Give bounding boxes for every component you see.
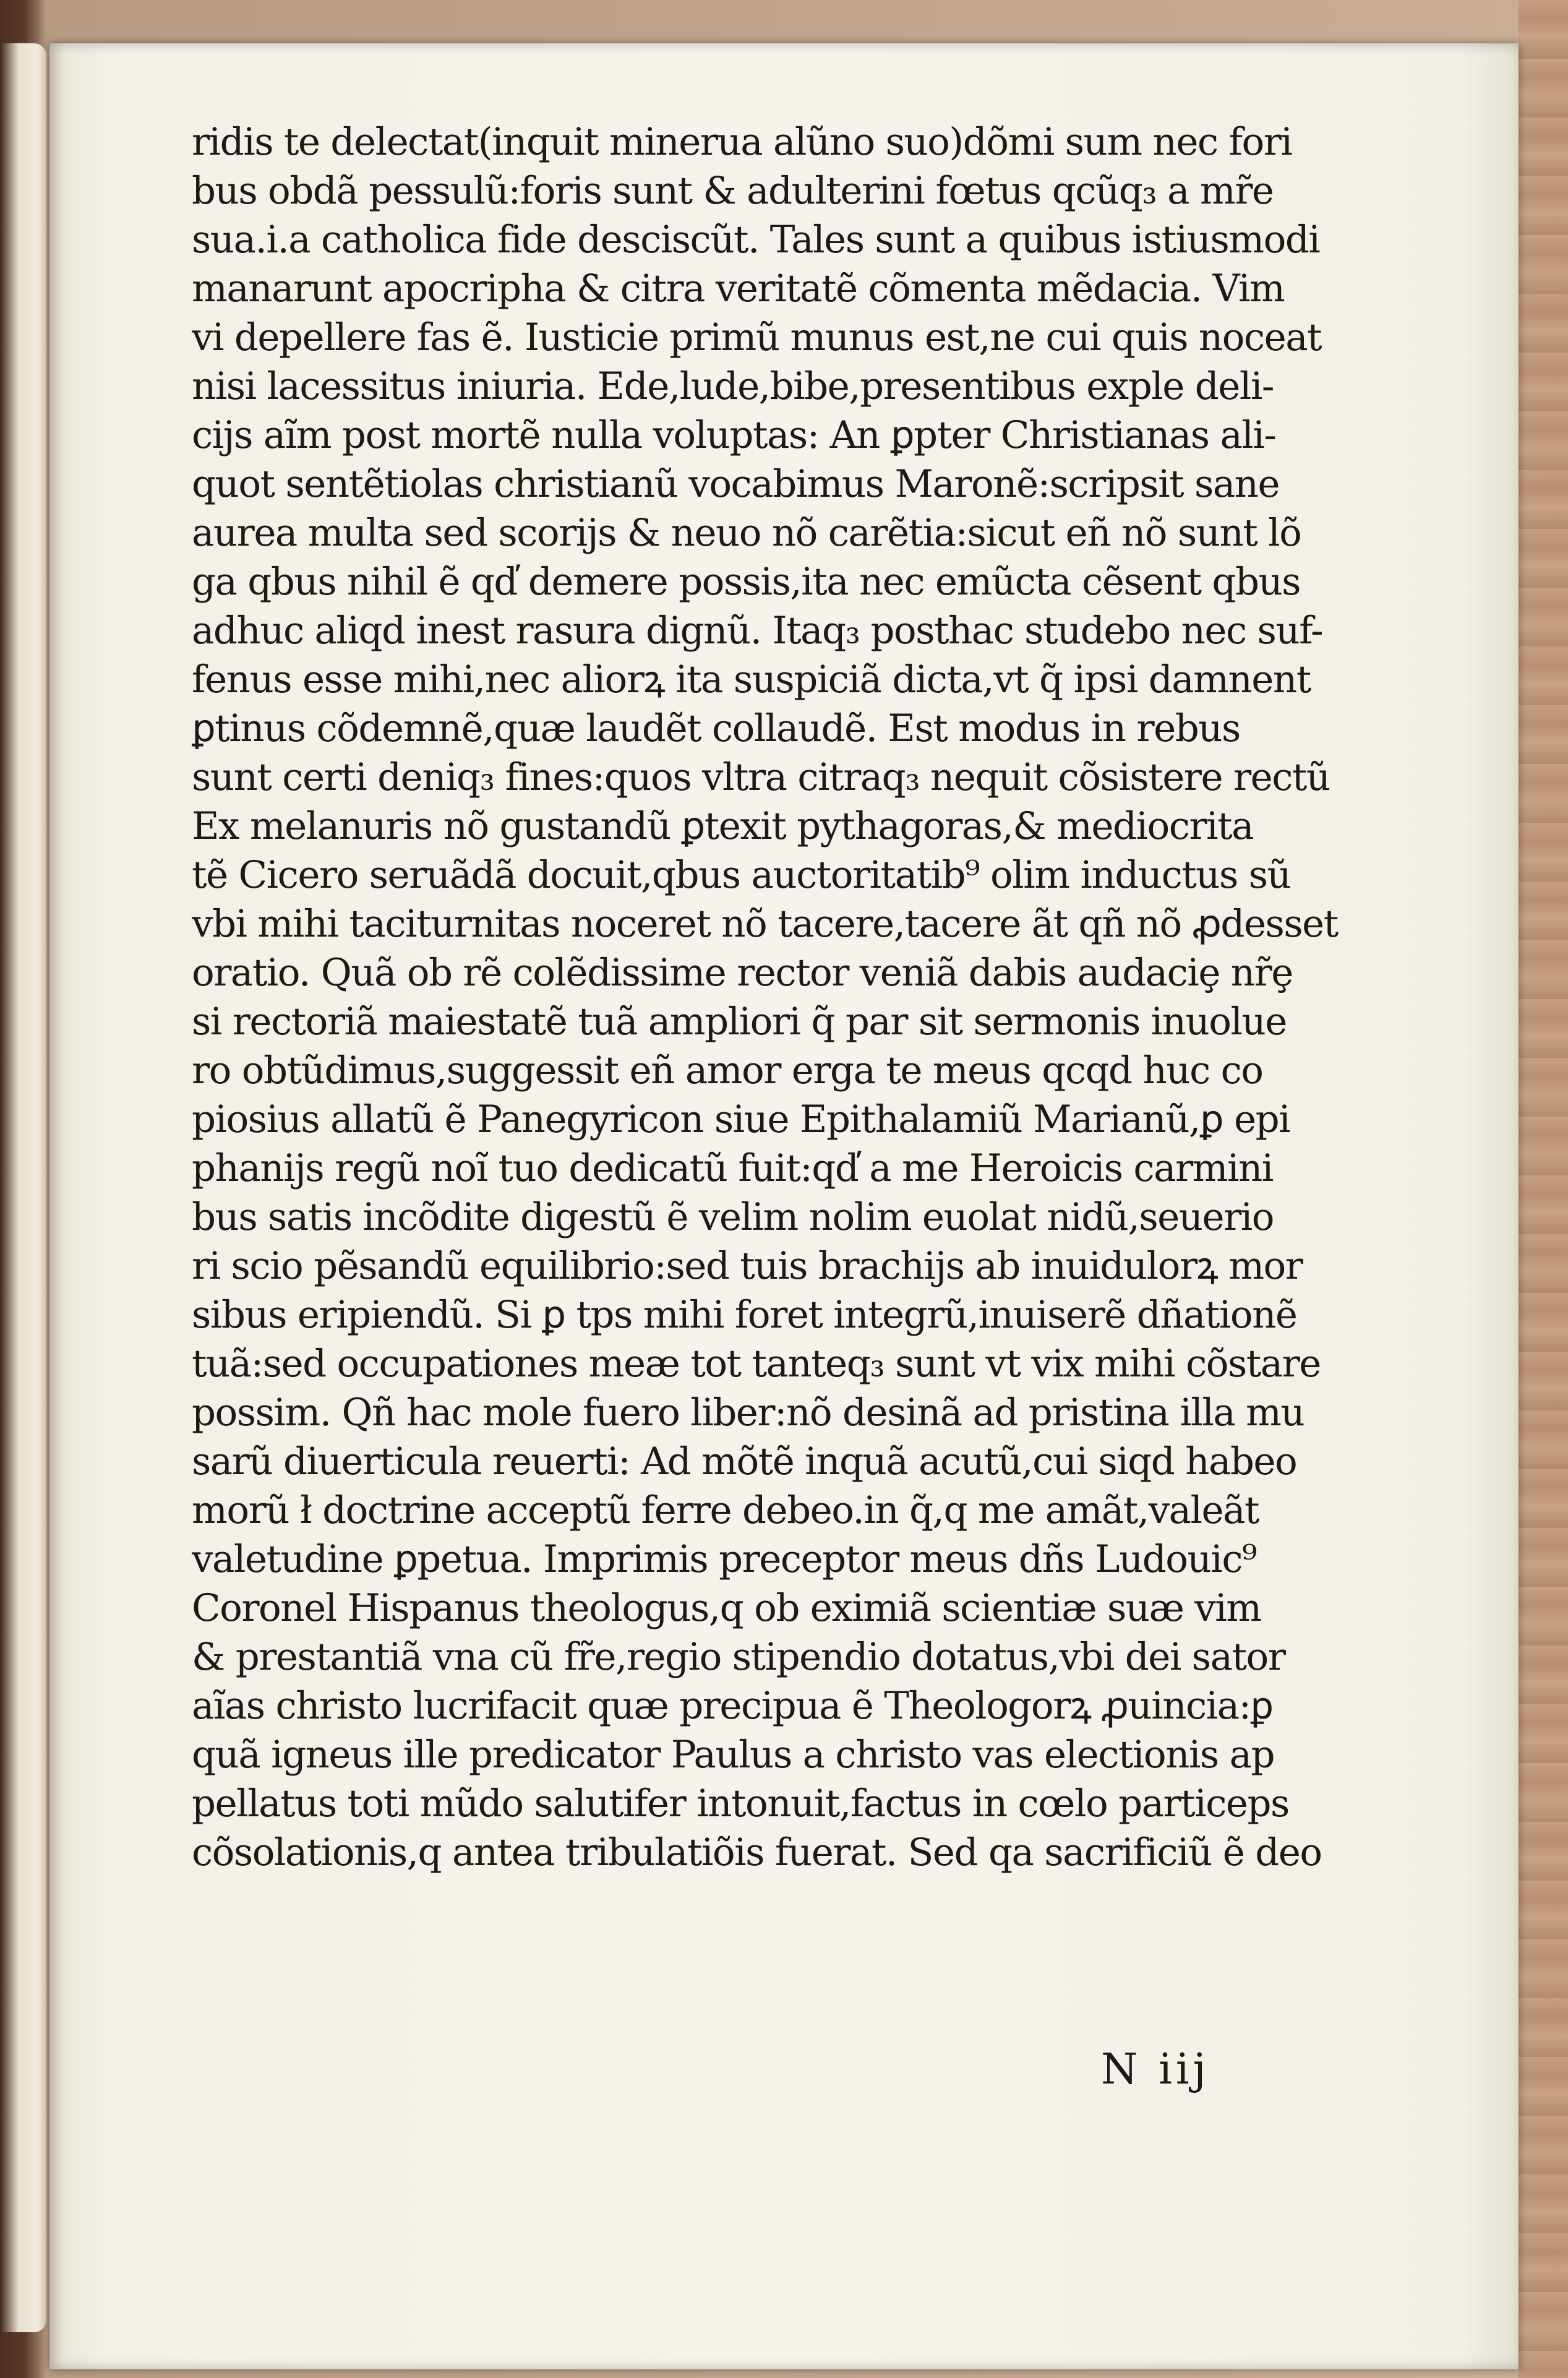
text-line: ridis te delectat(inquit minerua alũno suo)dõmi sum nec fori xyxy=(192,120,1292,164)
text-line: morũ ł doctrine acceptũ ferre debeo.in q̃,q me amãt,valeãt xyxy=(192,1488,1259,1532)
text-line: quot sentẽtiolas christianũ vocabimus Maronẽ:scripsit sane xyxy=(192,462,1280,506)
text-line: aurea multa sed scorijs & neuo nõ carẽtia:sicut eñ nõ sunt lõ xyxy=(192,511,1301,555)
text-block xyxy=(192,118,1404,1877)
text-line: sarũ diuerticula reuerti: Ad mõtẽ inquã acutũ,cui siqd habeo xyxy=(192,1440,1297,1483)
text-line: oratio. Quã ob rẽ colẽdissime rector veniã dabis audaciȩ nr̃ȩ xyxy=(192,951,1293,995)
text-line: cõsolationis,q antea tribulatiõis fuerat. Sed qa sacrificiũ ẽ deo xyxy=(192,1831,1322,1874)
signature-mark: N iij xyxy=(1101,2045,1210,2094)
text-line: quã igneus ille predicator Paulus a christo vas electionis ap xyxy=(192,1733,1275,1777)
text-line: ri scio pẽsandũ equilibrio:sed tuis brachijs ab inuidulorꝝ mor xyxy=(192,1244,1303,1288)
text-line: & prestantiã vna cũ fr̃e,regio stipendio dotatus,vbi dei sator xyxy=(192,1635,1285,1679)
text-line: sua.i.a catholica fide desciscũt. Tales sunt a quibus istiusmodi xyxy=(192,218,1320,262)
wooden-table xyxy=(1519,0,1568,2378)
text-line: ro obtũdimus,suggessit eñ amor erga te meus qcqd huc co xyxy=(192,1049,1263,1092)
text-line: tuã:sed occupationes meæ tot tanteq₃ sunt vt vix mihi cõstare xyxy=(192,1342,1321,1386)
text-line: phanijs regũ noĩ tuo dedicatũ fuit:qd̕ a me Heroicis carmini xyxy=(192,1146,1273,1190)
text-line: pellatus toti mũdo salutifer intonuit,factus in cœlo particeps xyxy=(192,1782,1289,1826)
text-line: ꝑtinus cõdemnẽ,quæ laudẽt collaudẽ. Est modus in rebus xyxy=(192,706,1240,750)
text-line: Ex melanuris nõ gustandũ ꝑtexit pythagoras,& mediocrita xyxy=(192,804,1253,848)
text-line: bus satis incõdite digestũ ẽ velim nolim euolat nidũ,seuerio xyxy=(192,1195,1274,1239)
text-line: fenus esse mihi,nec aliorꝝ ita suspiciã dicta,vt q̃ ipsi damnent xyxy=(192,658,1311,702)
text-line: ga qbus nihil ẽ qd̕ demere possis,ita nec emũcta cẽsent qbus xyxy=(192,560,1301,604)
text-line: si rectoriã maiestatẽ tuã ampliori q̃ par sit sermonis inuolue xyxy=(192,1000,1287,1044)
text-line: valetudine ꝑpetua. Imprimis preceptor meus dñs Ludouic⁹ xyxy=(192,1537,1256,1581)
text-line: nisi lacessitus iniuria. Ede,lude,bibe,presentibus exple deli- xyxy=(192,364,1274,408)
text-line: sibus eripiendũ. Si ꝑ tps mihi foret integrũ,inuiserẽ dñationẽ xyxy=(192,1293,1297,1337)
text-line: adhuc aliqd inest rasura dignũ. Itaq₃ posthac studebo nec suf- xyxy=(192,609,1323,653)
book-page xyxy=(49,43,1519,2369)
text-line: possim. Qñ hac mole fuero liber:nõ desinã ad pristina illa mu xyxy=(192,1391,1305,1435)
text-line: vi depellere fas ẽ. Iusticie primũ munus est,ne cui quis noceat xyxy=(192,315,1322,359)
facing-page-edge xyxy=(0,43,46,2332)
text-line: vbi mihi taciturnitas noceret nõ tacere,tacere ãt qñ nõ ꝓdesset xyxy=(192,902,1338,946)
text-line: piosius allatũ ẽ Panegyricon siue Epithalamiũ Marianũ,ꝑ epi xyxy=(192,1097,1290,1141)
text-line: aĩas christo lucrifacit quæ precipua ẽ Theologorꝝ ꝓuincia:ꝑ xyxy=(192,1684,1273,1728)
text-line: cijs aĩm post mortẽ nulla voluptas: An ꝑpter Christianas ali- xyxy=(192,413,1276,457)
text-line: Coronel Hispanus theologus,q ob eximiã scientiæ suæ vim xyxy=(192,1586,1261,1630)
text-line: sunt certi deniq₃ fines:quos vltra citraq₃ nequit cõsistere rectũ xyxy=(192,755,1330,799)
text-line: manarunt apocripha & citra veritatẽ cõmenta mẽdacia. Vim xyxy=(192,267,1285,311)
text-line: tẽ Cicero seruãdã docuit,qbus auctoritatib⁹ olim inductus sũ xyxy=(192,853,1291,897)
text-line: bus obdã pessulũ:foris sunt & adulterini fœtus qcũq₃ a mr̃e xyxy=(192,169,1274,213)
